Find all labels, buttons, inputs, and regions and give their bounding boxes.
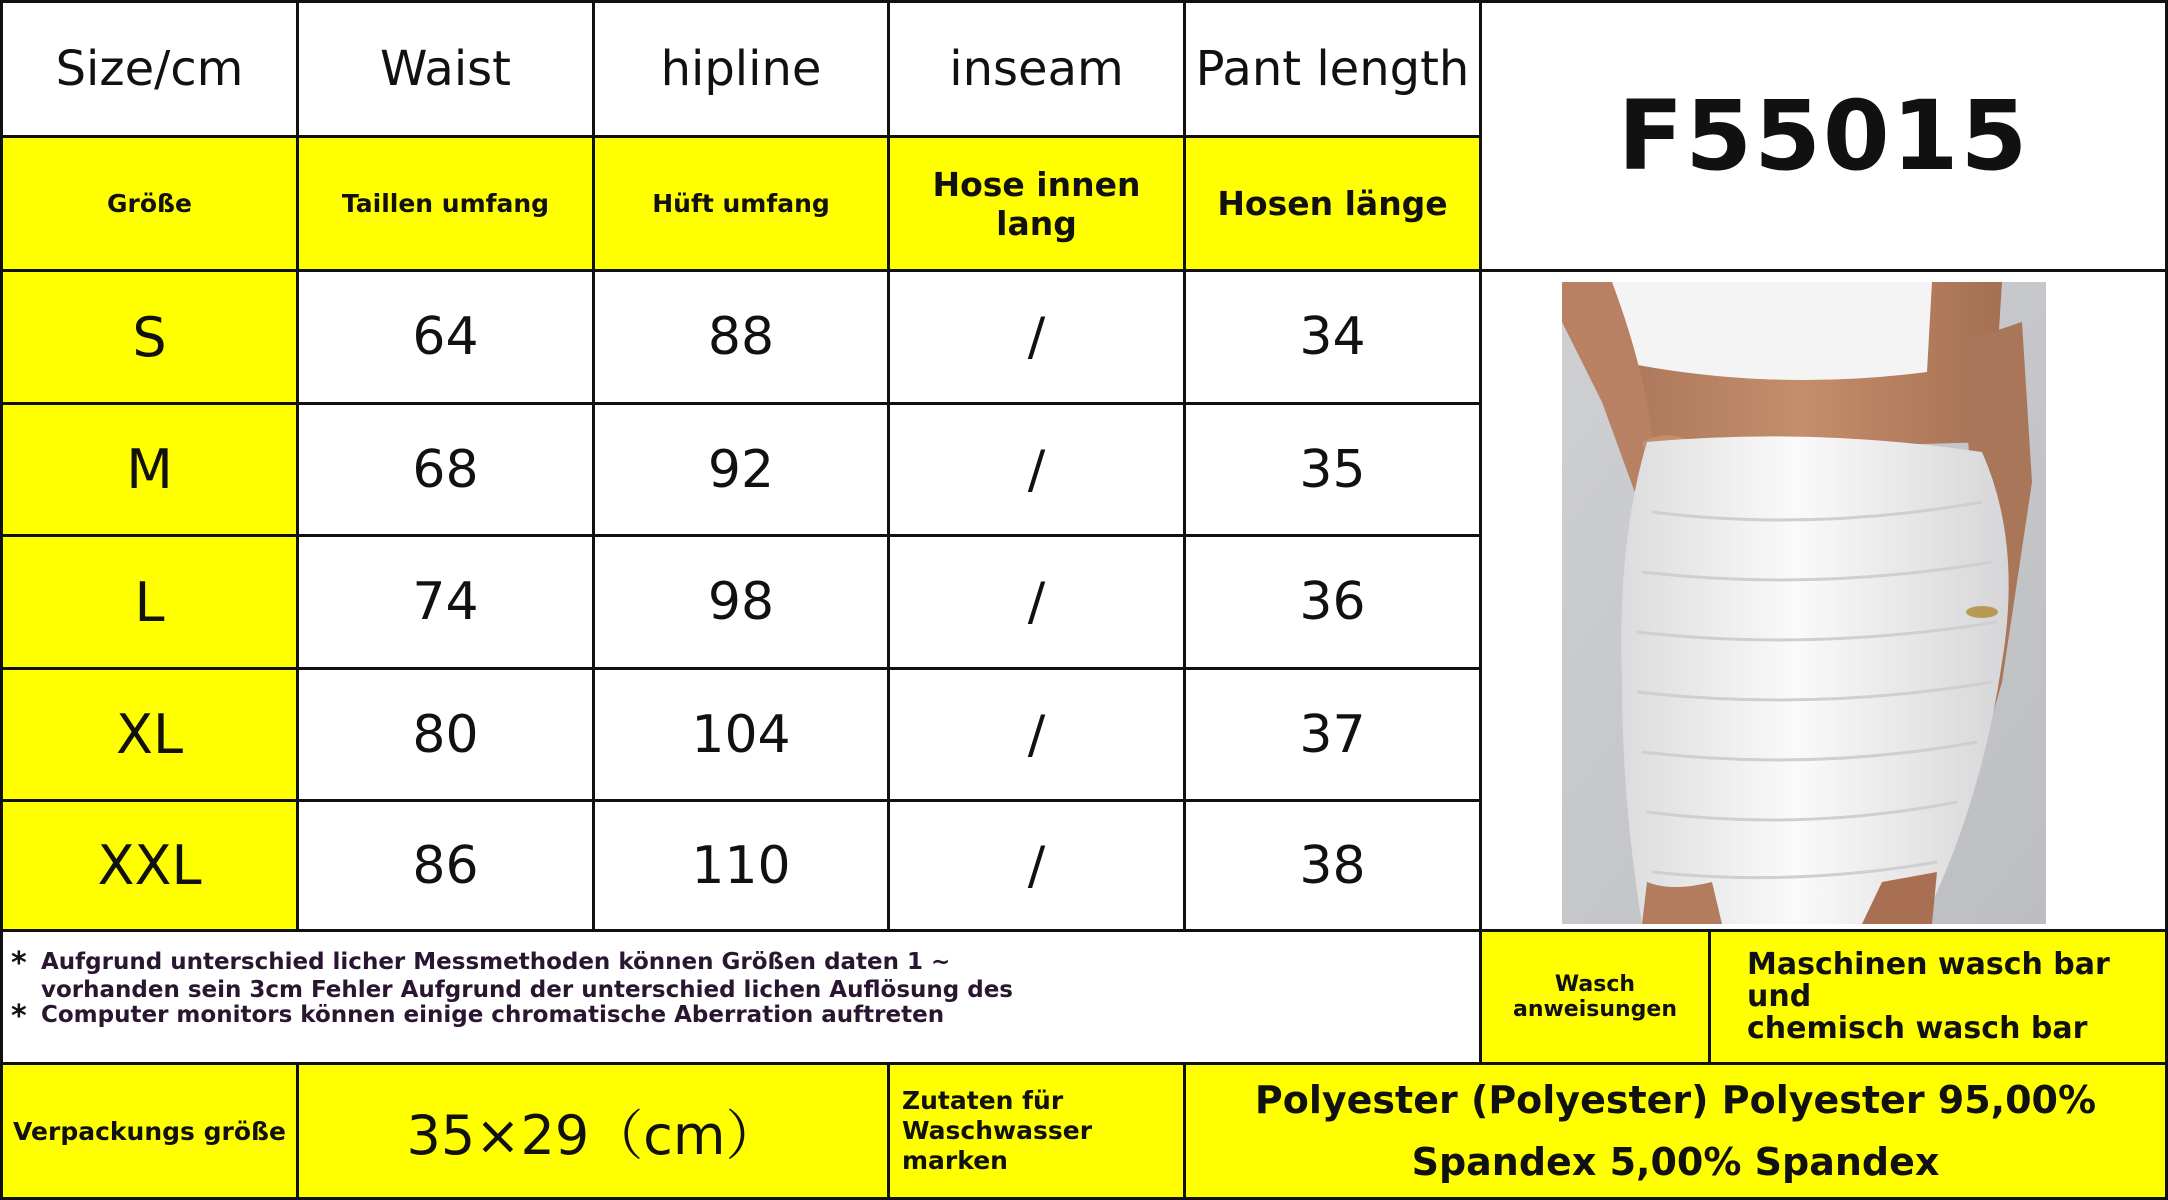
size-m: M [0,402,299,537]
waist-l: 74 [296,534,595,670]
waist-m: 68 [296,402,595,537]
inseam-m: / [887,402,1186,537]
header-waist: Waist [296,0,595,138]
skirt-model-image [1562,282,2046,924]
length-s: 34 [1183,269,1482,405]
length-m: 35 [1183,402,1482,537]
note-asterisk: * [11,946,27,981]
product-photo [1562,282,2046,924]
packaging-size: 35×29（cm） [296,1062,890,1200]
header-de-hip: Hüft umfang [592,135,890,272]
note-line-3: Computer monitors können einige chromatische Aberration auftreten [41,1002,945,1028]
wash-line-1: Maschinen wasch bar und [1747,947,2110,1014]
waist-s: 64 [296,269,595,405]
ingredients-label-line-2: Waschwasser marken [902,1116,1093,1175]
length-xl: 37 [1183,667,1482,802]
inseam-l: / [887,534,1186,670]
note-asterisk-2: * [11,999,27,1034]
waist-xl: 80 [296,667,595,802]
note-line-2: vorhanden sein 3cm Fehler Aufgrund der unterschied lichen Auflösung des [41,977,1013,1003]
inseam-xl: / [887,667,1186,802]
header-de-length: Hosen länge [1183,135,1482,272]
size-l: L [0,534,299,670]
header-size: Size/cm [0,0,299,138]
header-hipline: hipline [592,0,890,138]
wash-line-2: chemisch wasch bar [1747,1011,2088,1046]
model-code: F55015 [1479,0,2168,272]
size-xl: XL [0,667,299,802]
header-de-size: Größe [0,135,299,272]
header-pant-length: Pant length [1183,0,1482,138]
header-de-inseam: Hose innen lang [887,135,1186,272]
fabric-line-2: Spandex 5,00% Spandex [1411,1140,1940,1184]
packaging-label: Verpackungs größe [0,1062,299,1200]
wash-label: Wasch anweisungen [1479,929,1711,1065]
ingredients-label [887,1062,1186,1200]
size-disclaimer-note [0,929,1482,1065]
hip-l: 98 [592,534,890,670]
hip-xxl: 110 [592,799,890,932]
fabric-line-1: Polyester (Polyester) Polyester 95,00% [1254,1078,2097,1122]
inseam-s: / [887,269,1186,405]
hip-m: 92 [592,402,890,537]
header-de-waist: Taillen umfang [296,135,595,272]
hip-xl: 104 [592,667,890,802]
ingredients-label-line-1: Zutaten für [902,1086,1064,1115]
length-l: 36 [1183,534,1482,670]
wash-instructions [1708,929,2168,1065]
hip-s: 88 [592,269,890,405]
header-inseam: inseam [887,0,1186,138]
size-s: S [0,269,299,405]
note-line-1: Aufgrund unterschied licher Messmethoden können Größen daten 1 ~ [41,949,951,975]
length-xxl: 38 [1183,799,1482,932]
product-photo-cell [1479,269,2168,932]
inseam-xxl: / [887,799,1186,932]
size-xxl: XXL [0,799,299,932]
waist-xxl: 86 [296,799,595,932]
fabric-composition [1183,1062,2168,1200]
